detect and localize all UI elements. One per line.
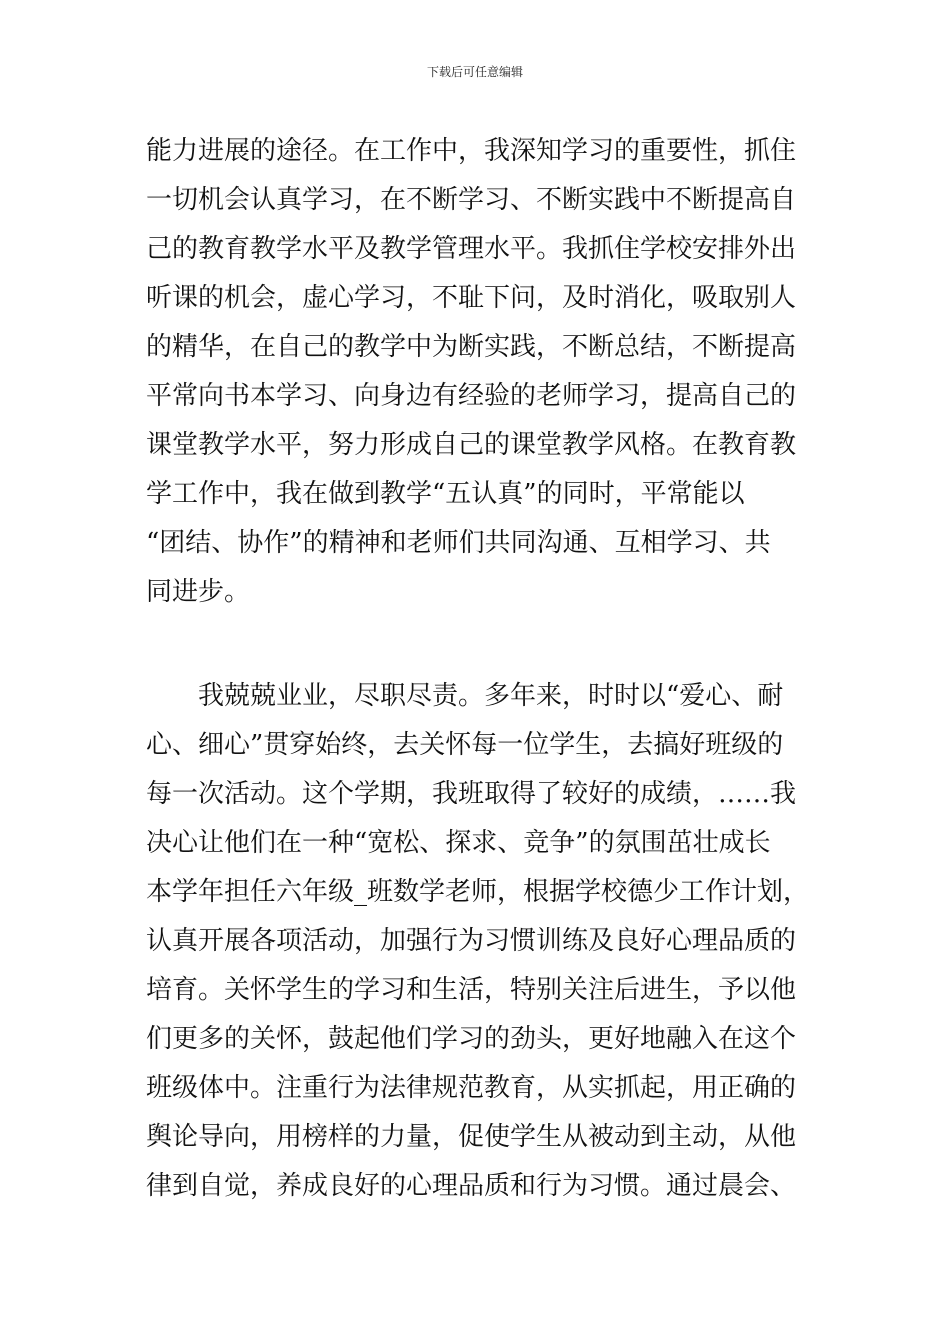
text-line: 培育。关怀学生的学习和生活，特别关注后进生，予以他 (146, 975, 797, 1005)
text-line: 心、细心”贯穿始终，去关怀每一位学生，去搞好班级的 (146, 730, 784, 760)
text-line: 决心让他们在一种“宽松、探求、竞争”的氛围茁壮成长 (146, 828, 771, 858)
text-line: 平常向书本学习、向身边有经验的老师学习，提高自己的 (146, 381, 797, 411)
page-header: 下载后可任意编辑 (426, 65, 523, 79)
text-line: 们更多的关怀，鼓起他们学习的劲头，更好地融入在这个 (146, 1024, 797, 1054)
text-line: 我兢兢业业，尽职尽责。多年来，时时以“爱心、耐 (146, 681, 784, 711)
paragraph-1 (146, 127, 816, 617)
text-line: 舆论导向，用榜样的力量，促使学生从被动到主动，从他 (146, 1122, 797, 1152)
text-line: 每一次活动。这个学期，我班取得了较好的成绩，……我 (146, 779, 797, 809)
text-line: 的精华，在自己的教学中为断实践，不断总结，不断提高 (146, 332, 797, 362)
text-line: 本学年担任六年级_班数学老师，根据学校德少工作计划， (146, 877, 810, 907)
text-line: 课堂教学水平，努力形成自己的课堂教学风格。在教育教 (146, 430, 797, 460)
text-line: 己的教育教学水平及教学管理水平。我抓住学校安排外出 (146, 234, 797, 264)
paragraph-2 (146, 672, 816, 1211)
text-line: 能力进展的途径。在工作中，我深知学习的重要性，抓住 (146, 136, 797, 166)
text-line: 一切机会认真学习，在不断学习、不断实践中不断提高自 (146, 185, 797, 215)
text-line: 班级体中。注重行为法律规范教育，从实抓起，用正确的 (146, 1073, 797, 1103)
text-line: 学工作中，我在做到教学“五认真”的同时，平常能以 (146, 479, 745, 509)
text-line: 听课的机会，虚心学习，不耻下问，及时消化，吸取别人 (146, 283, 797, 313)
text-line: 律到自觉，养成良好的心理品质和行为习惯。通过晨会、 (146, 1171, 797, 1201)
text-line: “团结、协作”的精神和老师们共同沟通、互相学习、共 (146, 528, 771, 558)
text-line: 同进步。 (146, 577, 251, 607)
text-line: 认真开展各项活动，加强行为习惯训练及良好心理品质的 (146, 926, 797, 956)
